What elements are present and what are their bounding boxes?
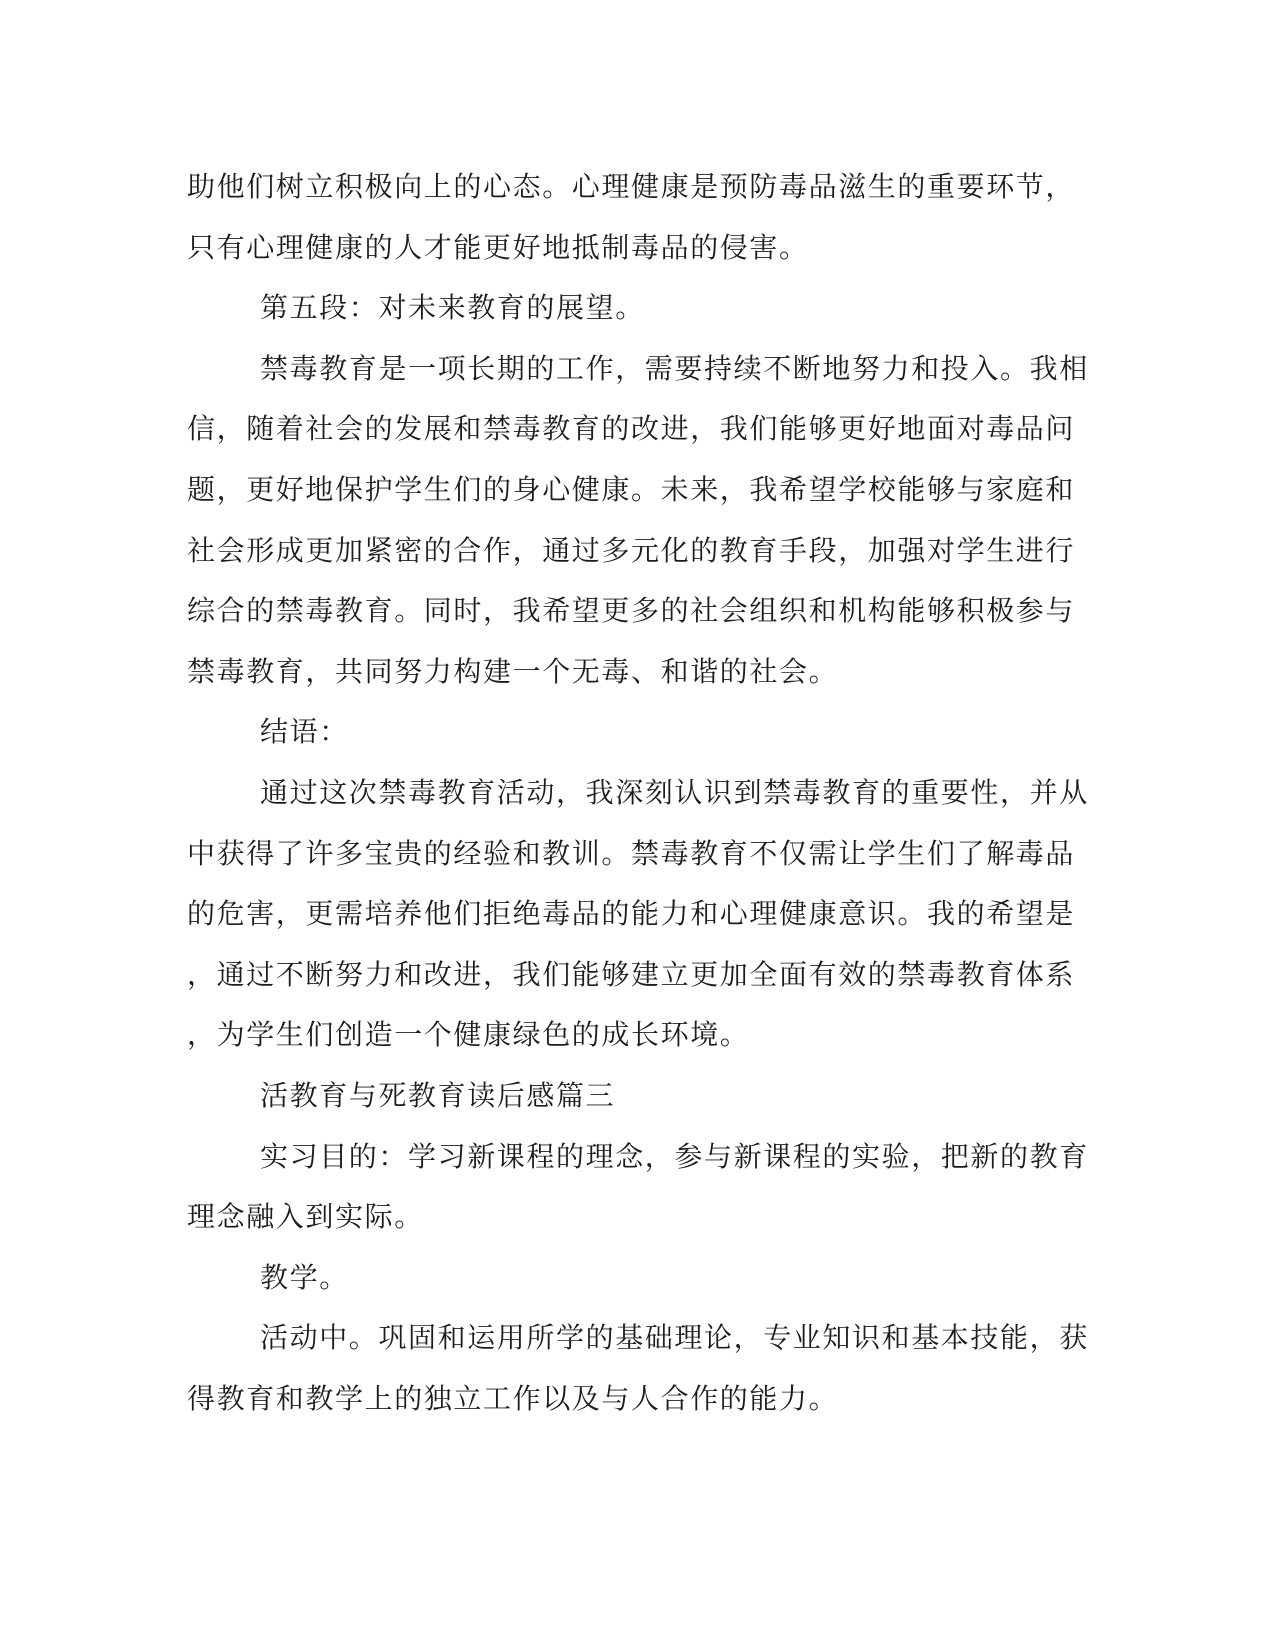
text-line-8: 综合的禁毒教育。同时，我希望更多的社会组织和机构能够积极参与 bbox=[187, 594, 1076, 628]
text-line-18: 理念融入到实际。 bbox=[187, 1200, 424, 1234]
text-line-14: ，通过不断努力和改进，我们能够建立更加全面有效的禁毒教育体系 bbox=[187, 957, 1076, 991]
text-line-1: 助他们树立积极向上的心态。心理健康是预防毒品滋生的重要环节， bbox=[187, 170, 1076, 203]
text-line-12: 中获得了许多宝贵的经验和教训。禁毒教育不仅需让学生们了解毒品 bbox=[187, 836, 1076, 870]
text-line-2: 只有心理健康的人才能更好地抵制毒品的侵害。 bbox=[187, 230, 809, 264]
text-line-13: 的危害，更需培养他们拒绝毒品的能力和心理健康意识。我的希望是 bbox=[187, 897, 1076, 931]
text-line-6: 题，更好地保护学生们的身心健康。未来，我希望学校能够与家庭和 bbox=[187, 472, 1076, 506]
text-line-11: 通过这次禁毒教育活动，我深刻认识到禁毒教育的重要性，并从 bbox=[260, 775, 1089, 809]
article-title-part-three: 活教育与死教育读后感篇三 bbox=[260, 1078, 616, 1112]
text-line-4: 禁毒教育是一项长期的工作，需要持续不断地努力和投入。我相 bbox=[260, 351, 1089, 385]
text-line-15: ，为学生们创造一个健康绿色的成长环境。 bbox=[187, 1018, 750, 1052]
text-line-9: 禁毒教育，共同努力构建一个无毒、和谐的社会。 bbox=[187, 654, 839, 688]
text-line-19: 教学。 bbox=[260, 1260, 349, 1294]
text-line-17: 实习目的：学习新课程的理念，参与新课程的实验，把新的教育 bbox=[260, 1139, 1089, 1173]
conclusion-heading: 结语： bbox=[260, 715, 349, 749]
document-body bbox=[187, 157, 1089, 1429]
text-line-20: 活动中。巩固和运用所学的基础理论，专业知识和基本技能，获 bbox=[260, 1321, 1089, 1355]
text-line-5: 信，随着社会的发展和禁毒教育的改进，我们能够更好地面对毒品问 bbox=[187, 412, 1076, 446]
section-heading-five: 第五段：对未来教育的展望。 bbox=[260, 291, 645, 325]
text-line-21: 得教育和教学上的独立工作以及与人合作的能力。 bbox=[187, 1381, 839, 1415]
text-line-7: 社会形成更加紧密的合作，通过多元化的教育手段，加强对学生进行 bbox=[187, 533, 1076, 567]
